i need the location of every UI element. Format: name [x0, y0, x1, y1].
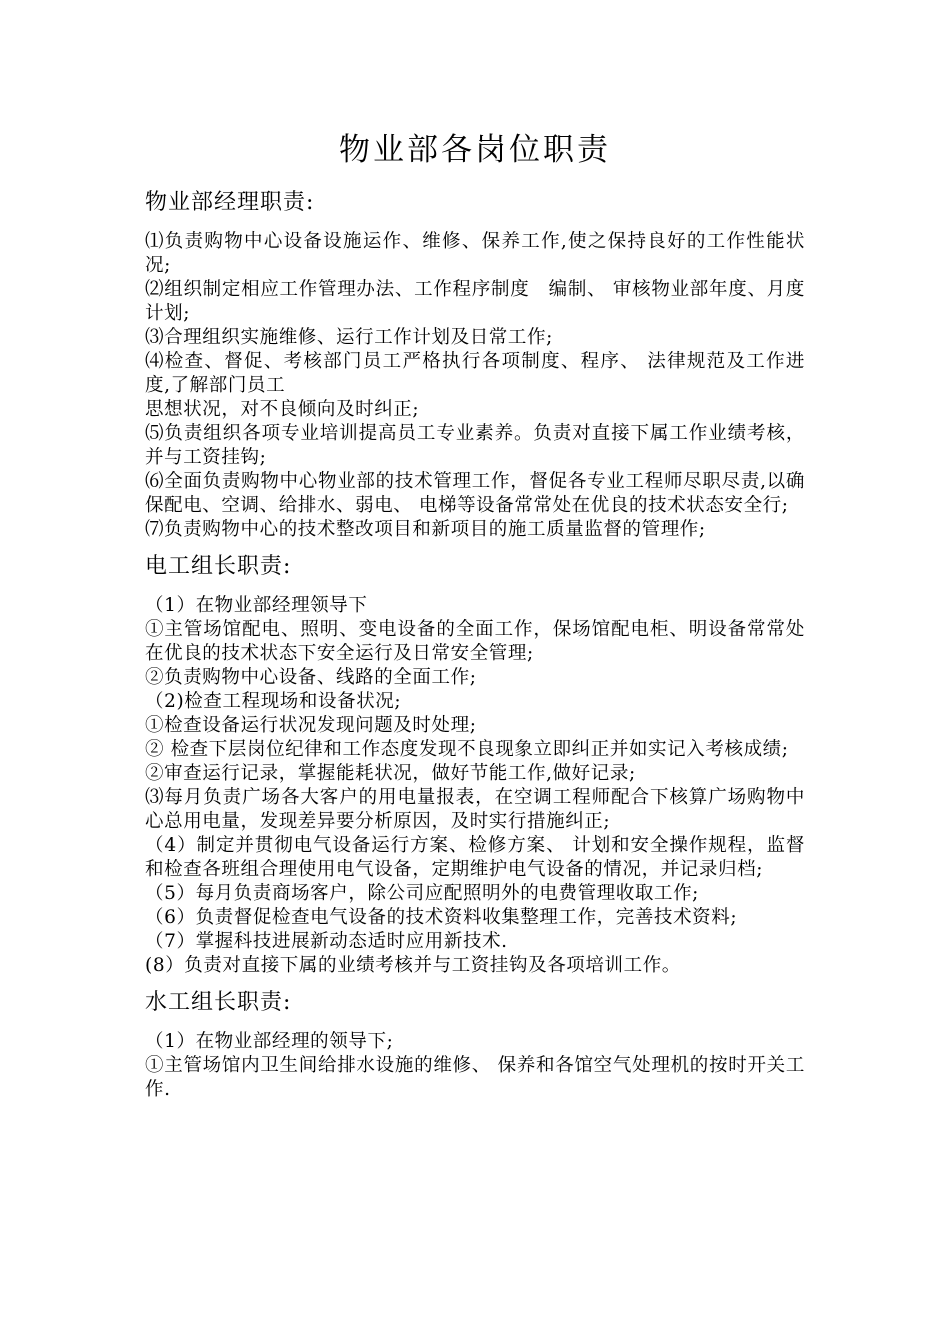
duty-item: ①主管场馆内卫生间给排水设施的维修、 保养和各馆空气处理机的按时开关工作. — [145, 1055, 805, 1100]
duty-item: ⑹全面负责购物中心物业部的技术管理工作，督促各专业工程师尽职尽责,以确保配电、空调、给排水、弱电、 电梯等设备常常处在优良的技术状态安全行; — [145, 471, 805, 516]
section-manager-duties — [145, 186, 805, 542]
duty-item: ⑷检查、督促、考核部门员工严格执行各项制度、程序、 法律规范及工作进度,了解部门员工 — [145, 351, 805, 396]
section-heading: 电工组长职责: — [145, 554, 292, 579]
section-heading: 水工组长职责: — [145, 990, 292, 1015]
duty-item: ⑴负责购物中心设备设施运作、维修、保养工作,使之保持良好的工作性能状况; — [145, 231, 805, 276]
duty-item: ①检查设备运行状况发现问题及时处理; — [145, 715, 477, 736]
duty-item: ⑶合理组织实施维修、运行工作计划及日常工作; — [145, 327, 553, 348]
document-page — [145, 128, 805, 1110]
duty-item: ⑵组织制定相应工作管理办法、工作程序制度 编制、 审核物业部年度、月度计划; — [145, 279, 805, 324]
duty-item: (8）负责对直接下属的业绩考核并与工资挂钩及各项培训工作。 — [145, 955, 681, 976]
duty-item: （2)检查工程现场和设备状况; — [145, 691, 402, 712]
section-heading: 物业部经理职责: — [145, 190, 315, 215]
duty-item: ⑸负责组织各项专业培训提高员工专业素养。负责对直接下属工作业绩考核，并与工资挂钩; — [145, 423, 805, 468]
duty-item: （1）在物业部经理领导下 — [145, 595, 368, 616]
duty-item: ⑺负责购物中心的技术整改项目和新项目的施工质量监督的管理作; — [145, 519, 706, 540]
duty-item: （4）制定并贯彻电气设备运行方案、检修方案、 计划和安全操作规程，监督和检查各班组合理使用电气设备，定期维护电气设备的情况，并记录归档; — [145, 835, 805, 880]
duty-item: ② 检查下层岗位纪律和工作态度发现不良现象立即纠正并如实记入考核成绩; — [145, 739, 789, 760]
section-electrician-lead-duties — [145, 550, 805, 978]
duty-item: （1）在物业部经理的领导下; — [145, 1031, 394, 1052]
duty-item: 思想状况，对不良倾向及时纠正; — [145, 399, 420, 420]
duty-item: ②负责购物中心设备、线路的全面工作; — [145, 667, 477, 688]
duty-item: ①主管场馆配电、照明、变电设备的全面工作，保场馆配电柜、明设备常常处在优良的技术状态下安全运行及日常安全管理; — [145, 619, 805, 664]
duty-item: （6）负责督促检查电气设备的技术资料收集整理工作，完善技术资料; — [145, 907, 738, 928]
section-plumber-lead-duties — [145, 986, 805, 1102]
duty-item: ②审查运行记录，掌握能耗状况，做好节能工作,做好记录; — [145, 763, 636, 784]
duty-item: ⑶每月负责广场各大客户的用电量报表，在空调工程师配合下核算广场购物中心总用电量，发现差异要分析原因，及时实行措施纠正; — [145, 787, 805, 832]
duty-item: （7）掌握科技进展新动态适时应用新技术. — [145, 931, 508, 952]
document-title: 物业部各岗位职责 — [339, 132, 611, 168]
duty-item: （5）每月负责商场客户，除公司应配照明外的电费管理收取工作; — [145, 883, 700, 904]
